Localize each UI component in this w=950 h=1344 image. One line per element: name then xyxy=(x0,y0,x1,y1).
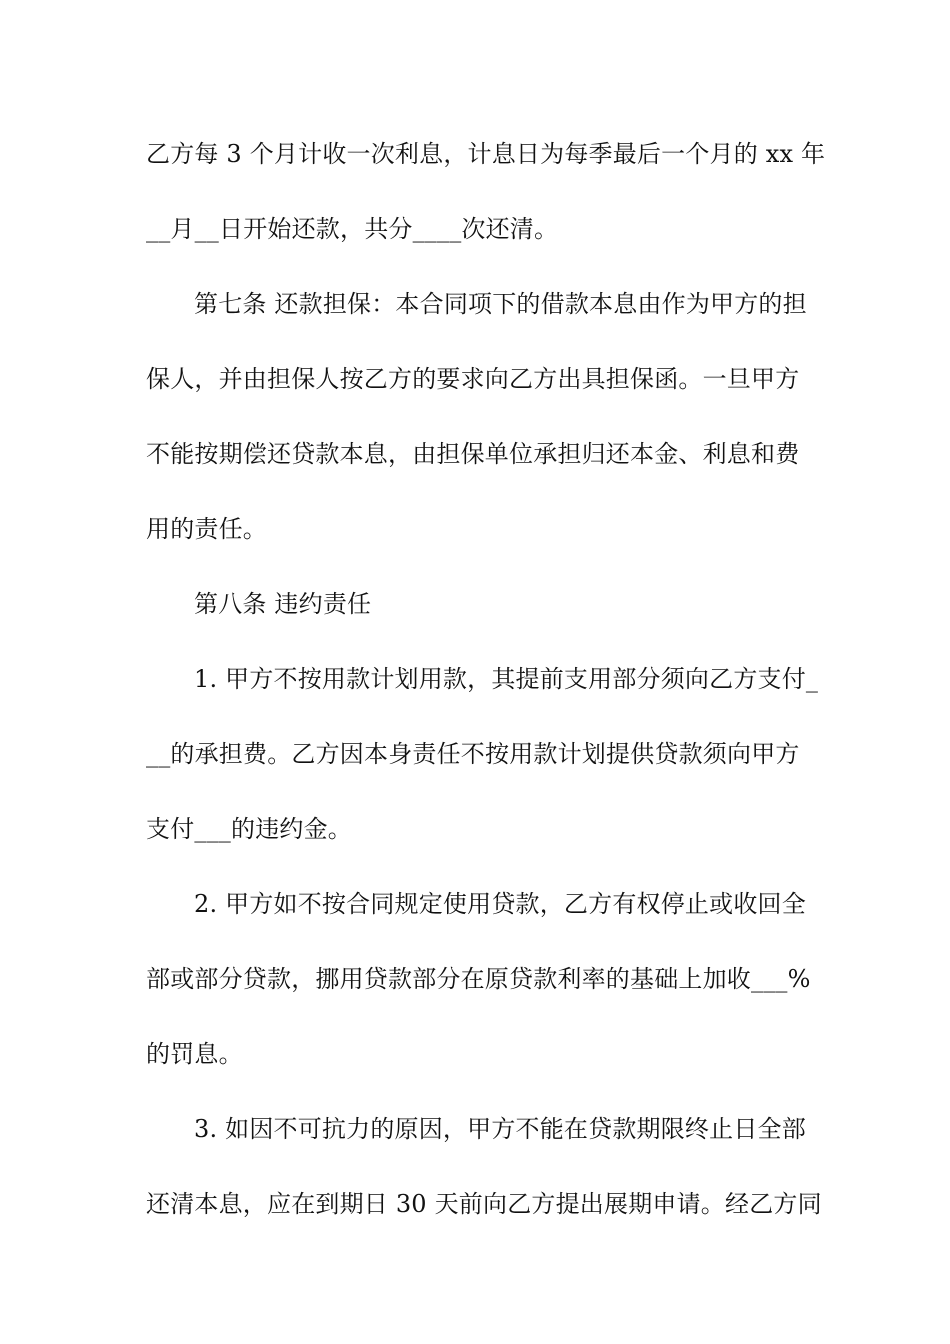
text-line: 乙方每 3 个月计收一次利息，计息日为每季最后一个月的 xx 年 xyxy=(146,140,826,168)
text-line: 不能按期偿还贷款本息，由担保单位承担归还本金、利息和费 xyxy=(146,440,800,468)
text-line: 支付___的违约金。 xyxy=(146,815,352,843)
text-line: __的承担费。乙方因本身责任不按用款计划提供贷款须向甲方 xyxy=(146,740,800,768)
text-line: 部或部分贷款，挪用贷款部分在原贷款利率的基础上加收___% xyxy=(146,965,811,993)
clause-1-line: 1. 甲方不按用款计划用款，其提前支用部分须向乙方支付_ xyxy=(194,665,819,693)
text-line: __月__日开始还款，共分____次还清。 xyxy=(146,215,559,243)
text-line: 还清本息，应在到期日 30 天前向乙方提出展期申请。经乙方同 xyxy=(146,1190,822,1218)
article-8-heading: 第八条 违约责任 xyxy=(194,590,372,618)
article-7-heading-line: 第七条 还款担保：本合同项下的借款本息由作为甲方的担 xyxy=(194,290,807,318)
clause-3-line: 3. 如因不可抗力的原因，甲方不能在贷款期限终止日全部 xyxy=(194,1115,806,1143)
text-line: 的罚息。 xyxy=(146,1040,243,1068)
text-line: 保人，并由担保人按乙方的要求向乙方出具担保函。一旦甲方 xyxy=(146,365,800,393)
text-line: 用的责任。 xyxy=(146,515,267,543)
clause-2-line: 2. 甲方如不按合同规定使用贷款，乙方有权停止或收回全 xyxy=(194,890,806,918)
